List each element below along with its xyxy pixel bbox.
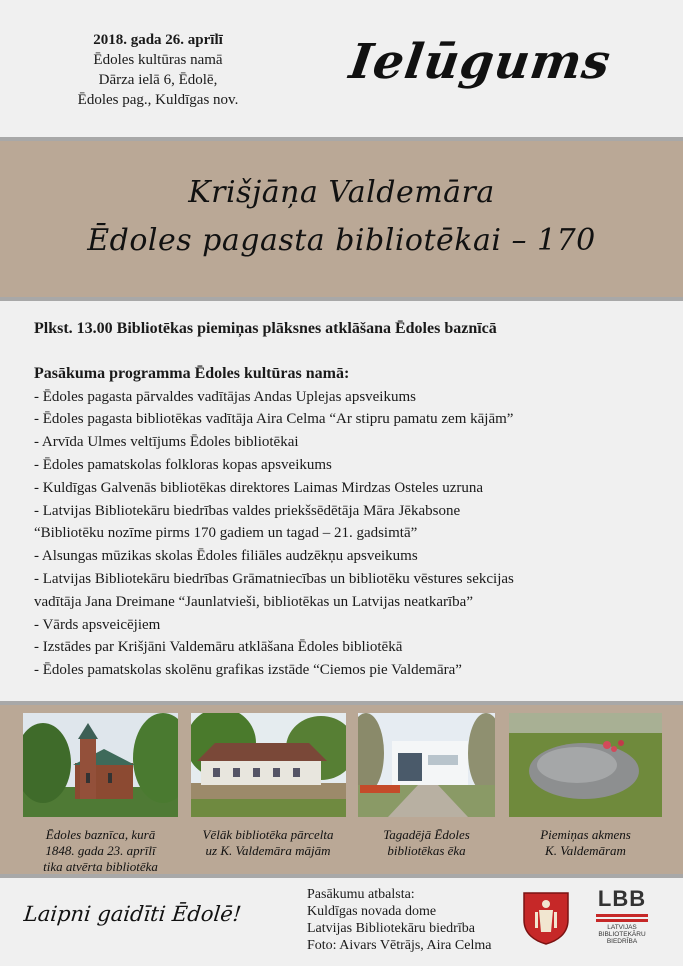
photo-caption-church: Ēdoles baznīca, kurā 1848. gada 23. aprīlī tika atvērta bibliotēka — [43, 827, 158, 874]
support-1: Kuldīgas novada dome — [307, 904, 437, 919]
header-area — [0, 0, 683, 137]
lbb-bars-icon — [592, 914, 652, 922]
program-item: vadītāja Jana Dreimane “Jaunlatvieši, bibliotēkas un Latvijas neatkarība” — [34, 593, 473, 610]
lbb-line-1: LATVIJAS — [607, 924, 637, 931]
photo-caption-house: Vēlāk bibliotēka pārcelta uz K. Valdemāra mājām — [202, 827, 334, 858]
program-item: - Vārds apsveicējiem — [34, 616, 161, 633]
kuldiga-crest-icon — [521, 890, 571, 946]
divider-banner — [0, 297, 683, 301]
event-date: 2018. gada 26. aprīlī — [93, 32, 223, 48]
event-details — [38, 30, 278, 110]
photos-band — [0, 705, 683, 874]
program-item: - Alsungas mūzikas skolas Ēdoles filiāles audzēkņu apsveikums — [34, 548, 418, 565]
program-item: - Latvijas Bibliotekāru biedrības valdes priekšsēdētāja Māra Jēkabsone — [34, 502, 461, 519]
opening-headline: Plkst. 13.00 Bibliotēkas piemiņas plāksnes atklāšana Ēdoles baznīcā — [34, 320, 497, 337]
program-item: “Bibliotēku nozīme pirms 170 gadiem un tagad – 21. gadsimtā” — [34, 525, 418, 542]
program-section — [34, 318, 664, 682]
photo-caption-stone: Piemiņas akmens K. Valdemāram — [540, 827, 631, 858]
support-info — [307, 886, 491, 954]
event-region: Ēdoles pag., Kuldīgas nov. — [77, 92, 239, 108]
photo-memorial-stone — [509, 713, 662, 817]
banner-line-1: Krišjāņa Valdemāra — [188, 175, 495, 210]
title-banner — [0, 141, 683, 297]
program-item: - Kuldīgas Galvenās bibliotēkas direktores Laimas Mirdzas Osteles uzruna — [34, 479, 484, 496]
program-item: - Ēdoles pagasta pārvaldes vadītājas Andas Uplejas apsveikums — [34, 388, 416, 405]
program-item: - Ēdoles pamatskolas skolēnu grafikas izstāde “Ciemos pie Valdemāra” — [34, 662, 462, 679]
lbb-line-2: BIBLIOTEKĀRU — [598, 931, 646, 938]
event-venue: Ēdoles kultūras namā — [93, 52, 223, 68]
photo-house — [191, 713, 346, 817]
program-title: Pasākuma programma Ēdoles kultūras namā: — [34, 364, 350, 382]
program-item: - Ēdoles pagasta bibliotēkas vadītāja Aira Celma “Ar stipru pamatu zem kājām” — [34, 411, 514, 428]
program-item: - Arvīda Ulmes veltījums Ēdoles bibliotēkai — [34, 434, 299, 451]
banner-line-2: Ēdoles pagasta bibliotēkai – 170 — [87, 223, 596, 258]
photo-church — [23, 713, 178, 817]
lbb-abbr: LBB — [597, 886, 647, 911]
event-address: Dārza ielā 6, Ēdolē, — [98, 72, 218, 88]
footer — [0, 878, 683, 966]
program-item: - Ēdoles pamatskolas folkloras kopas apsveikums — [34, 456, 332, 473]
photo-caption-library: Tagadējā Ēdoles bibliotēkas ēka — [383, 827, 470, 858]
support-2: Latvijas Bibliotekāru biedrība — [307, 921, 475, 936]
invitation-title: Ielūgums — [346, 34, 615, 90]
lbb-line-3: BIEDRĪBA — [606, 938, 638, 945]
photo-credit: Foto: Aivars Vētrājs, Aira Celma — [307, 938, 492, 953]
lbb-logo — [592, 886, 652, 945]
program-item: - Latvijas Bibliotekāru biedrības Grāmatniecības un bibliotēku vēstures sekcijas — [34, 570, 514, 587]
photo-library — [358, 713, 495, 817]
welcome-text: Laipni gaidīti Ēdolē! — [22, 902, 243, 926]
program-item: - Izstādes par Krišjāni Valdemāru atklāšana Ēdoles bibliotēkā — [34, 639, 403, 656]
support-title: Pasākumu atbalsta: — [307, 887, 415, 902]
